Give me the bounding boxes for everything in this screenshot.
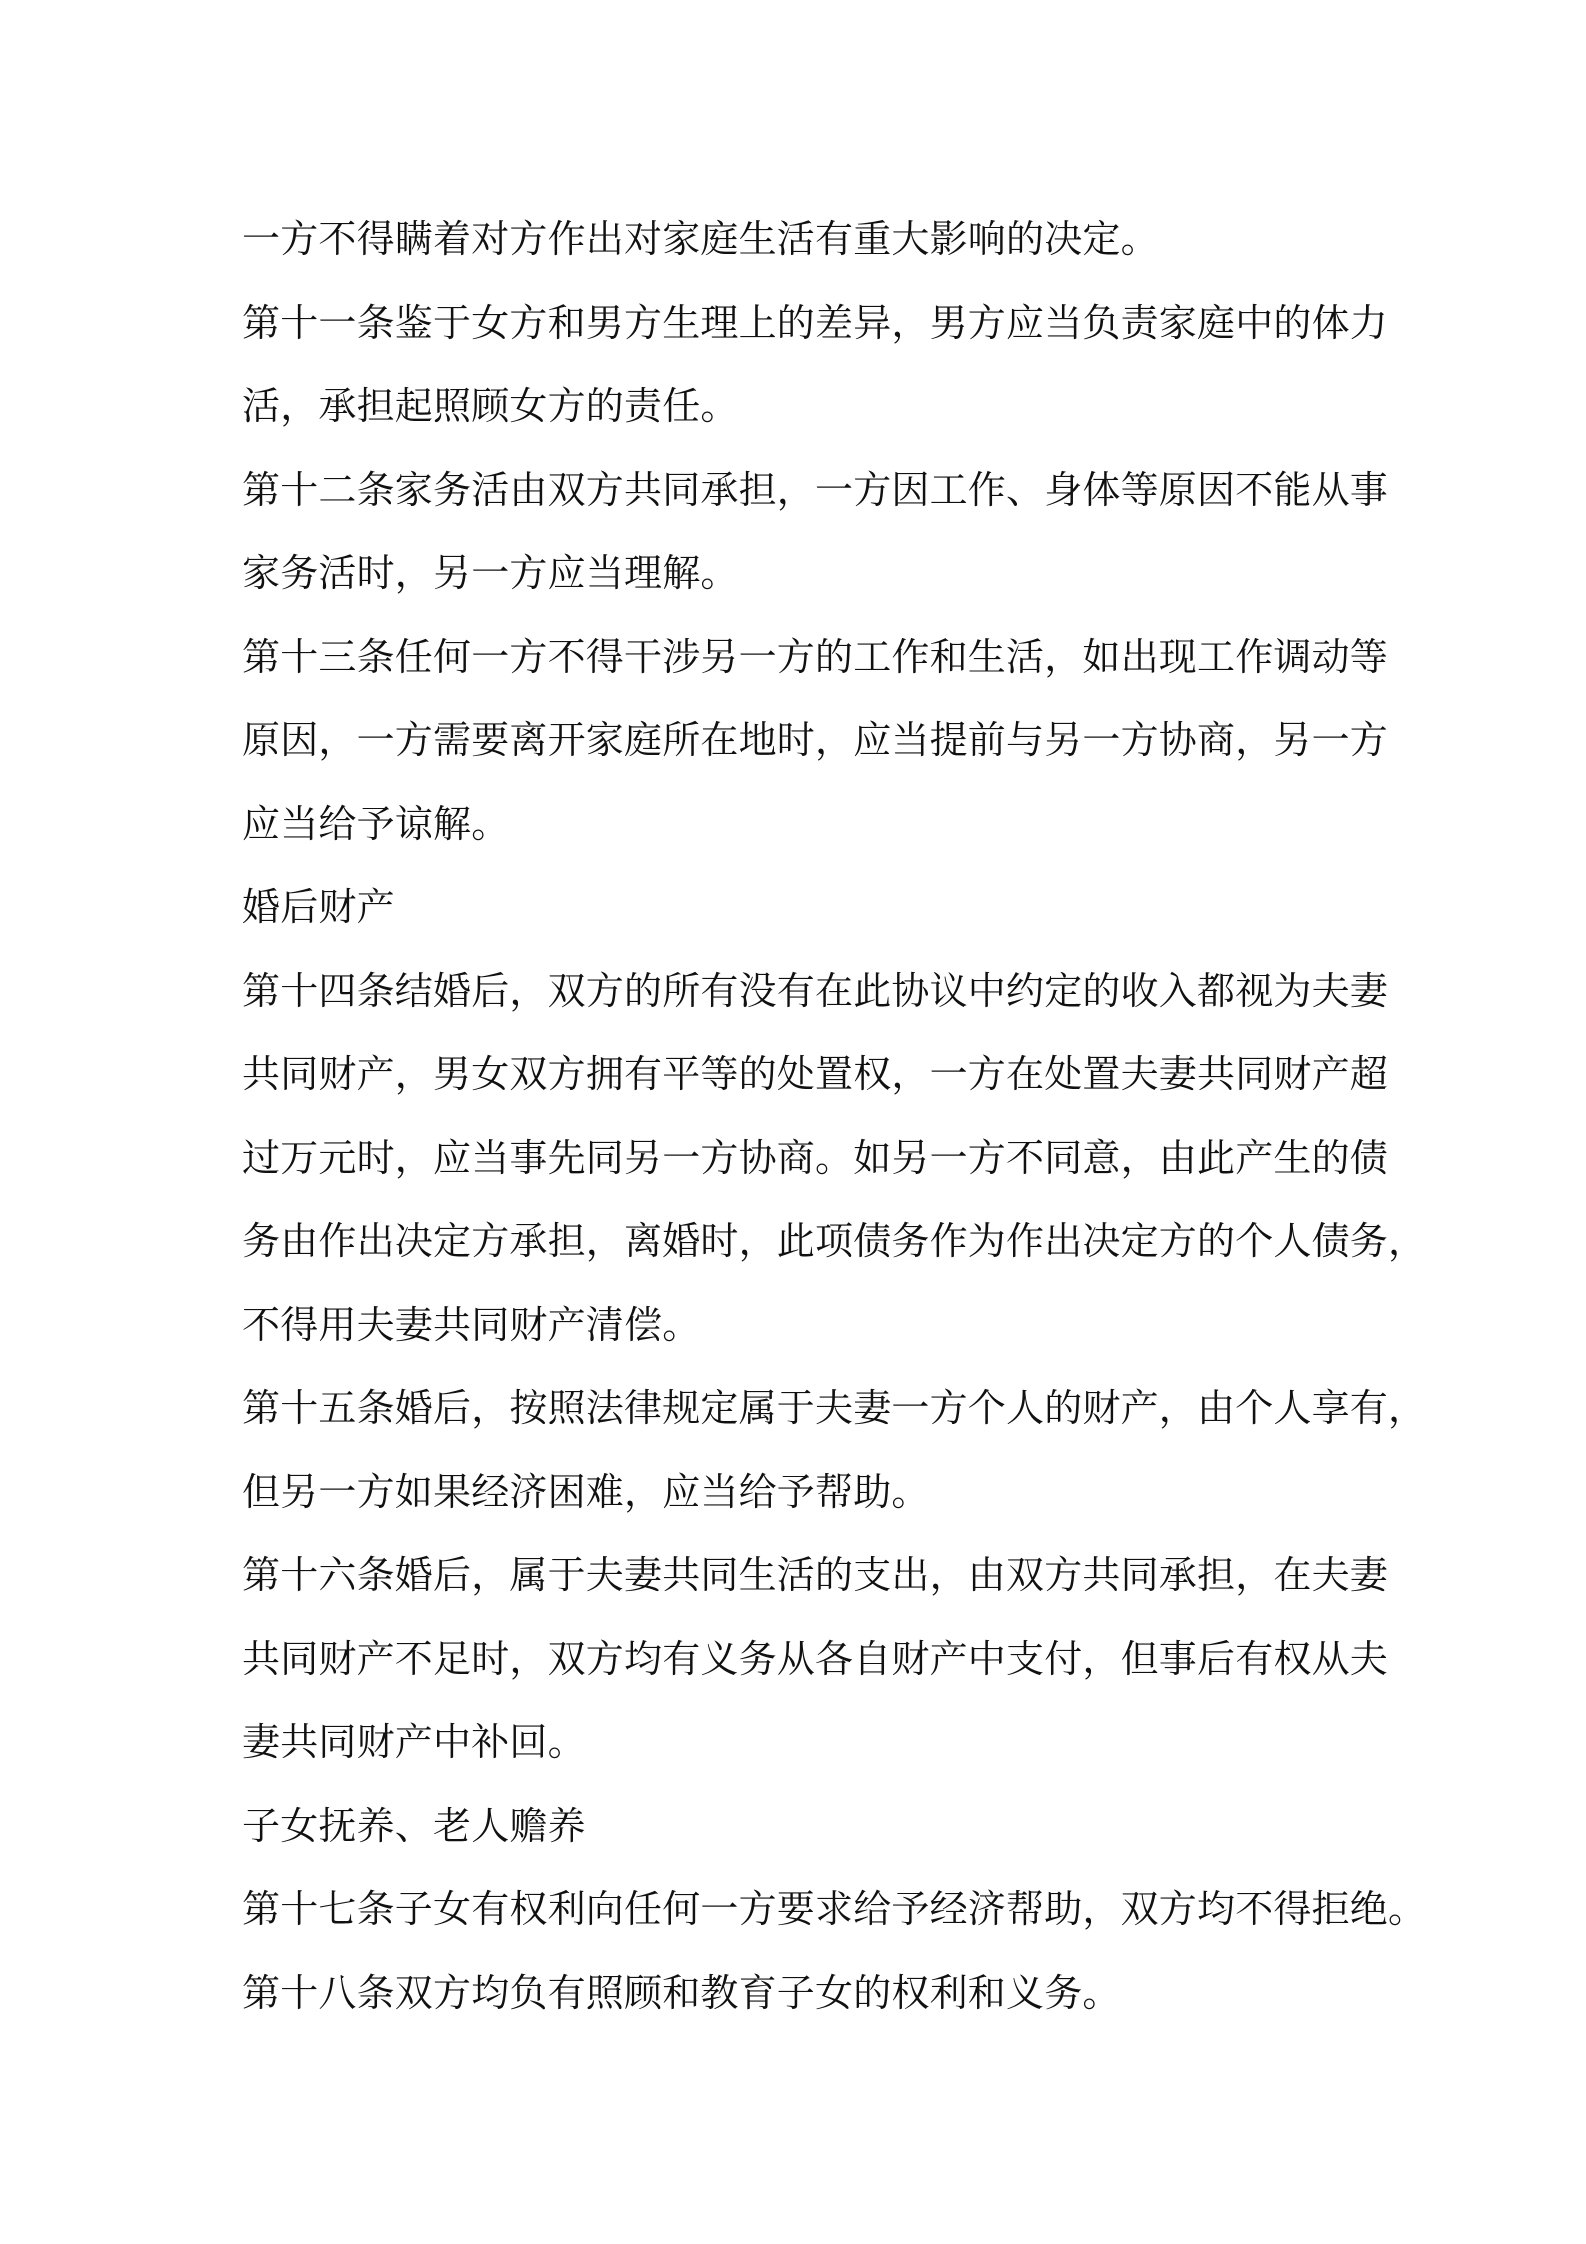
text-line: 第十八条双方均负有照顾和教育子女的权利和义务。 [242,1970,1121,2015]
text-line: 活，承担起照顾女方的责任。 [242,384,739,428]
text-line: 应当给予谅解。 [242,801,510,846]
text-line: 但另一方如果经济困难，应当给予帮助。 [242,1469,930,1514]
text-line: 第十六条婚后，属于夫妻共同生活的支出，由双方共同承担，在夫妻 [242,1553,1389,1597]
text-line: 一方不得瞒着对方作出对家庭生活有重大影响的决定。 [242,217,1159,261]
text-line: 第十四条结婚后，双方的所有没有在此协议中约定的收入都视为夫妻 [242,968,1389,1013]
text-line: 第十七条子女有权利向任何一方要求给予经济帮助，双方均不得拒绝。 [242,1887,1427,1931]
text-line: 第十二条家务活由双方共同承担，一方因工作、身体等原因不能从事 [242,467,1389,512]
text-line: 共同财产不足时，双方均有义务从各自财产中支付，但事后有权从夫 [242,1636,1389,1681]
text-line: 共同财产，男女双方拥有平等的处置权，一方在处置夫妻共同财产超 [242,1052,1389,1096]
text-line: 第十三条任何一方不得干涉另一方的工作和生活，如出现工作调动等 [242,634,1389,679]
text-line: 原因，一方需要离开家庭所在地时，应当提前与另一方协商，另一方 [242,718,1389,762]
text-line: 第十五条婚后，按照法律规定属于夫妻一方个人的财产，由个人享有， [242,1386,1427,1430]
section-heading-child-elder-care: 子女抚养、老人赡养 [242,1803,586,1848]
text-line: 过万元时，应当事先同另一方协商。如另一方不同意，由此产生的债 [242,1135,1389,1180]
text-line: 家务活时，另一方应当理解。 [242,551,739,595]
section-heading-marital-property: 婚后财产 [242,885,395,929]
text-line: 妻共同财产中补回。 [242,1720,586,1764]
text-line: 第十一条鉴于女方和男方生理上的差异，男方应当负责家庭中的体力 [242,300,1389,345]
text-line: 务由作出决定方承担，离婚时，此项债务作为作出决定方的个人债务， [242,1219,1427,1263]
document-body [242,198,1427,2035]
text-line: 不得用夫妻共同财产清偿。 [242,1302,701,1347]
